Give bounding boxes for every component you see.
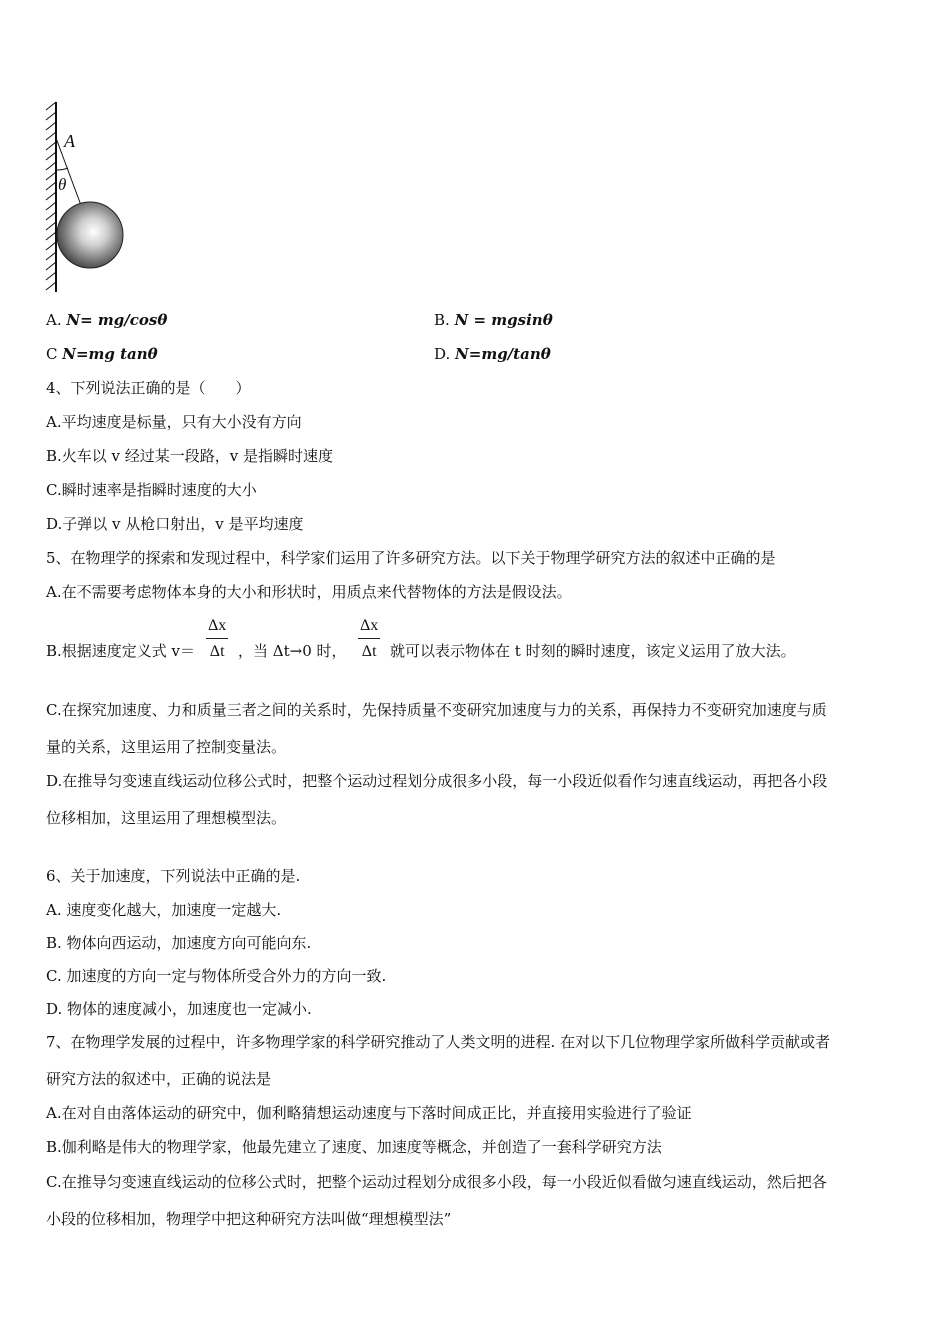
q3-option-c [46,344,158,364]
q3-option-c-formula: N=mg tanθ [62,345,158,363]
q5-option-d-line1: D.在推导匀变速直线运动位移公式时，把整个运动过程划分成很多小段，每一小段近似看作匀速直线运动，再把各小段 [46,772,828,790]
ball-on-wall-diagram [40,98,140,298]
fraction-2-denominator: Δt [361,643,377,660]
q3-option-a-formula: N= mg/cosθ [66,311,168,329]
q6-option-b: B. 物体向西运动，加速度方向可能向东. [46,934,312,952]
fraction-1-numerator: Δx [206,614,228,639]
q3-option-b-formula: N = mgsinθ [454,311,553,329]
q3-option-d [434,344,551,364]
q3-option-d-prefix: D. [434,345,451,363]
q3-option-a-prefix: A. [46,311,62,329]
q5-option-a: A.在不需要考虑物体本身的大小和形状时，用质点来代替物体的方法是假设法。 [46,583,572,601]
q6-stem: 6、关于加速度，下列说法中正确的是. [46,867,301,885]
q3-option-a [46,310,167,330]
q3-option-b [434,310,553,330]
q5-option-b-part1: B.根据速度定义式 v＝ [46,642,196,660]
q6-option-c: C. 加速度的方向一定与物体所受合外力的方向一致. [46,967,387,985]
q5-option-c-line1: C.在探究加速度、力和质量三者之间的关系时，先保持质量不变研究加速度与力的关系，再保持力不变研究加速度与质 [46,701,827,719]
q3-option-b-prefix: B. [434,311,450,329]
q5-option-b-part3: 就可以表示物体在 t 时刻的瞬时速度，该定义运用了放大法。 [390,642,796,660]
q5-option-b-part2: ，当 Δt→0 时， [238,642,347,660]
fraction-1-denominator: Δt [209,643,225,660]
velocity-fraction-1 [206,614,228,665]
q3-option-d-formula: N=mg/tanθ [455,345,551,363]
q4-option-d: D.子弹以 v 从枪口射出，v 是平均速度 [46,515,304,533]
fraction-2-numerator: Δx [358,614,380,639]
q4-stem: 4、下列说法正确的是（ ） [46,379,251,397]
q7-option-a: A.在对自由落体运动的研究中，伽利略猜想运动速度与下落时间成正比，并直接用实验进行了验证 [46,1104,692,1122]
velocity-fraction-2 [358,614,380,665]
q7-stem-line1: 7、在物理学发展的过程中，许多物理学家的科学研究推动了人类文明的进程. 在对以下几位物理学家所做科学贡献或者 [46,1033,831,1051]
q6-option-d: D. 物体的速度减小，加速度也一定减小. [46,1000,312,1018]
wall-hatching [46,102,56,290]
q5-stem: 5、在物理学的探索和发现过程中，科学家们运用了许多研究方法。以下关于物理学研究方法的叙述中正确的是 [46,549,776,567]
q4-option-a: A.平均速度是标量，只有大小没有方向 [46,413,302,431]
angle-arc [56,168,68,170]
point-a-label: A [64,131,75,151]
q7-option-b: B.伽利略是伟大的物理学家，他最先建立了速度、加速度等概念，并创造了一套科学研究方法 [46,1138,662,1156]
q7-option-c-line1: C.在推导匀变速直线运动的位移公式时，把整个运动过程划分成很多小段，每一小段近似看做匀速直线运动，然后把各 [46,1173,827,1191]
q5-option-c-line2: 量的关系，这里运用了控制变量法。 [46,738,287,756]
q7-stem-line2: 研究方法的叙述中，正确的说法是 [46,1070,272,1088]
q5-option-d-line2: 位移相加，这里运用了理想模型法。 [46,809,287,827]
q3-option-c-prefix: C [46,345,58,363]
ball-on-wall-figure [40,98,140,298]
q4-option-b: B.火车以 v 经过某一段路，v 是指瞬时速度 [46,447,334,465]
theta-label: θ [58,175,67,194]
q4-option-c: C.瞬时速率是指瞬时速度的大小 [46,481,257,499]
ball [57,202,123,268]
q6-option-a: A. 速度变化越大，加速度一定越大. [46,901,282,919]
q7-option-c-line2: 小段的位移相加，物理学中把这种研究方法叫做“理想模型法” [46,1210,452,1228]
